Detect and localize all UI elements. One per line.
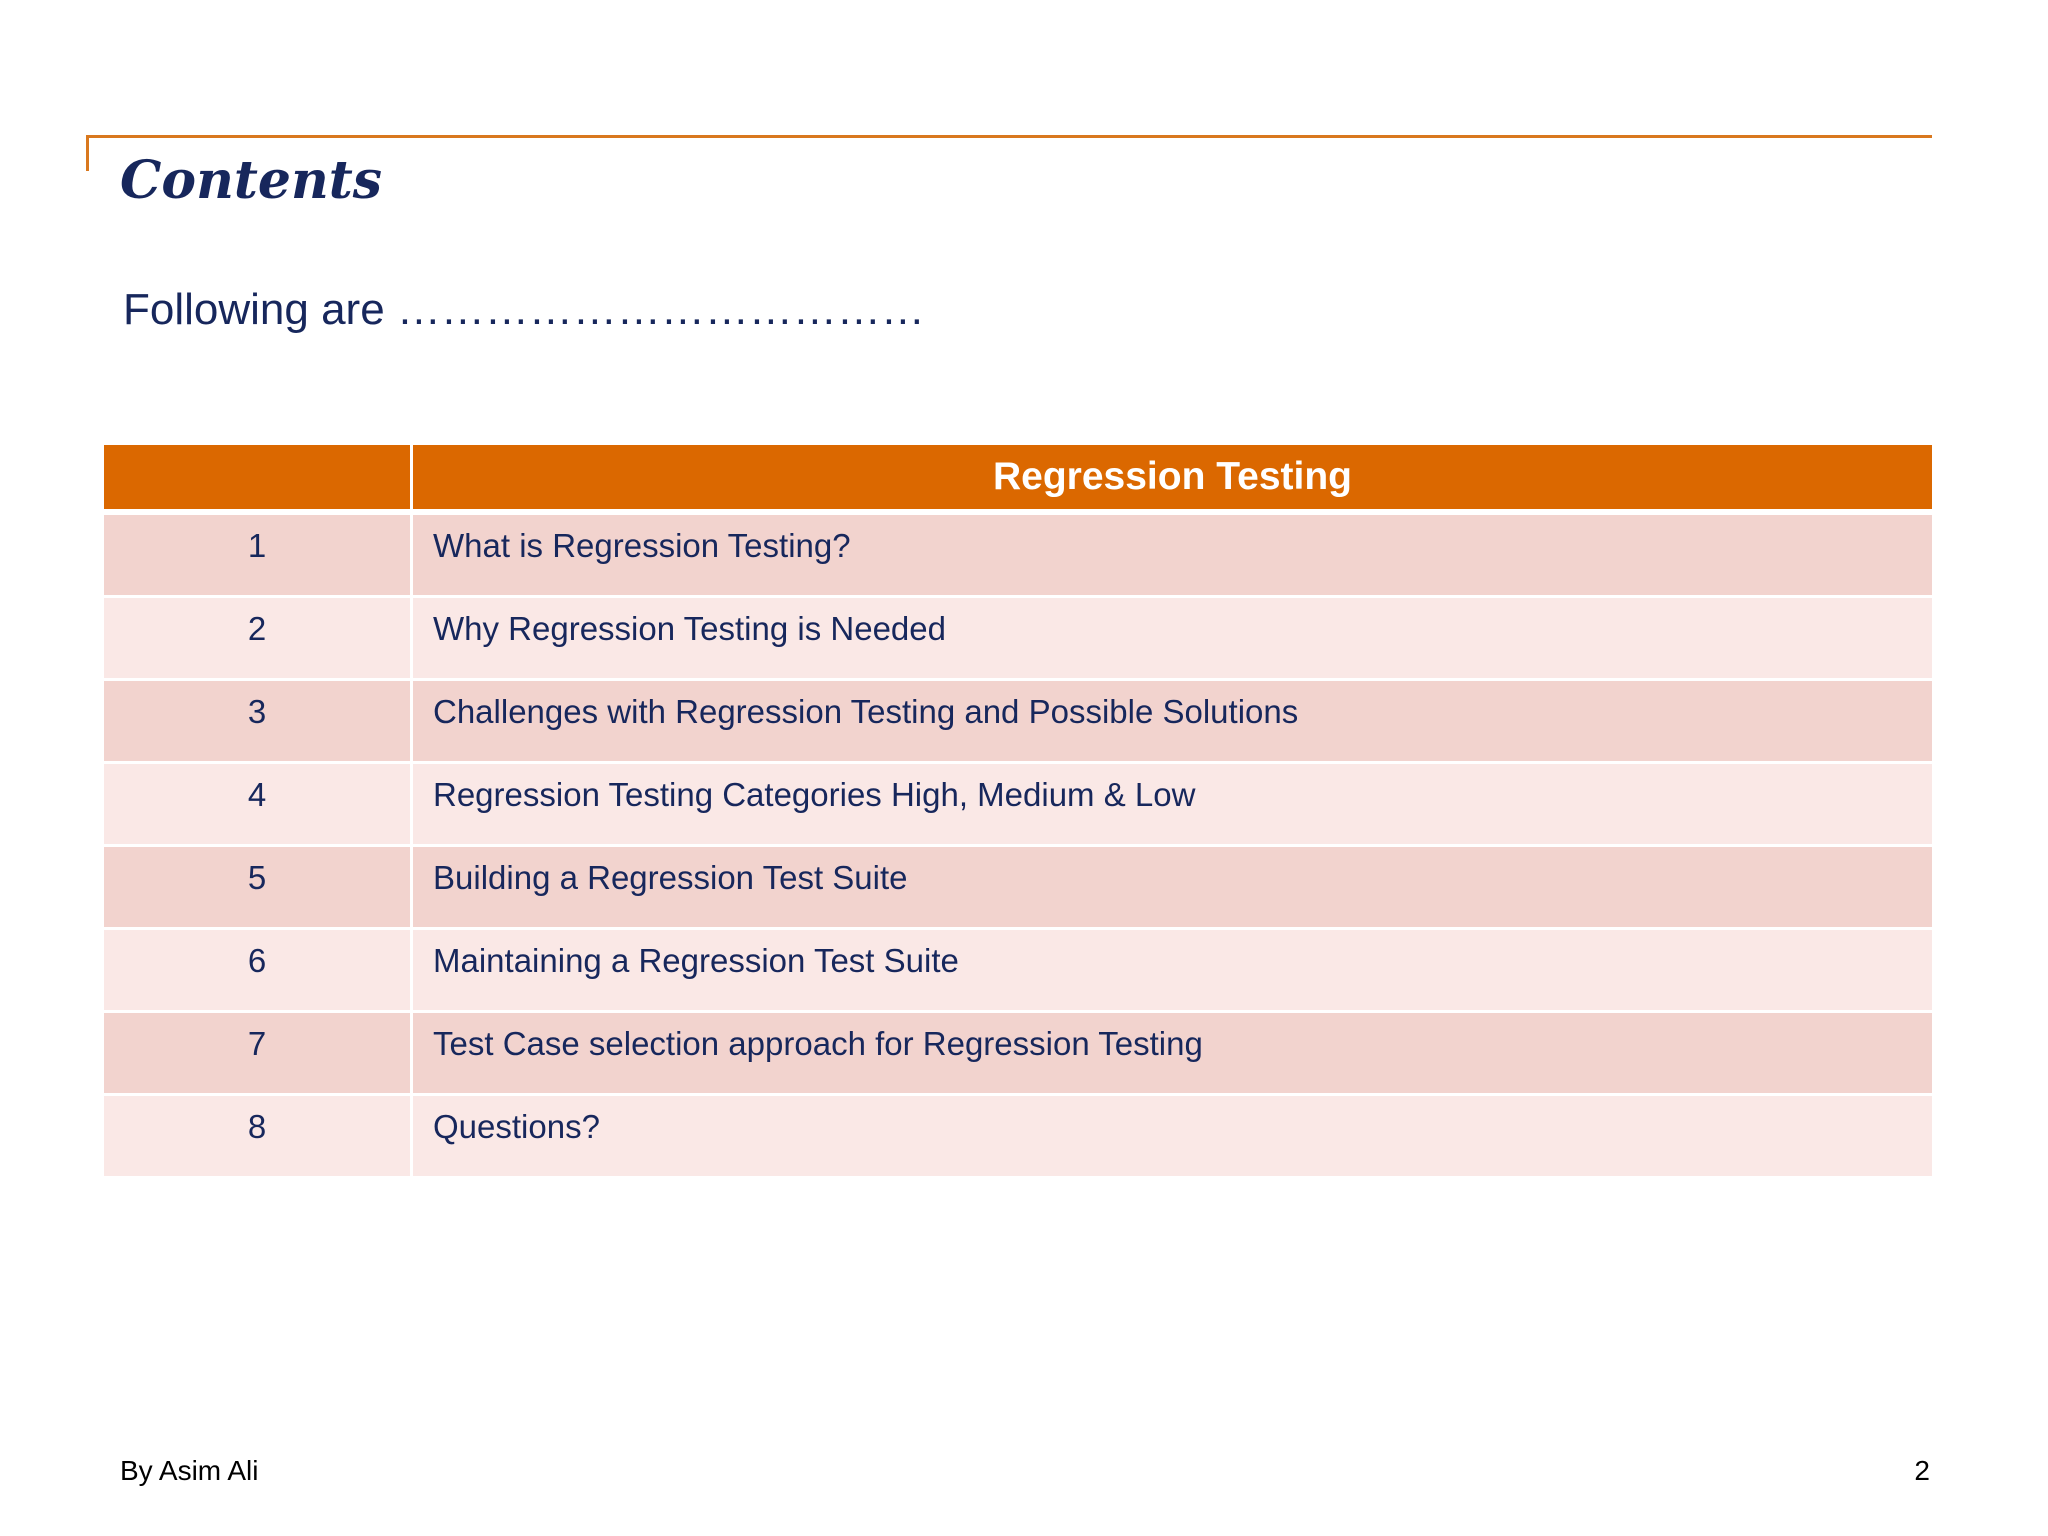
row-number-cell	[104, 515, 413, 598]
row-number: 1	[247, 527, 267, 564]
table-row	[104, 681, 1932, 764]
row-topic: What is Regression Testing?	[433, 527, 851, 564]
row-number: 6	[247, 942, 267, 979]
row-number-cell	[104, 1013, 413, 1096]
table-header-topic: Regression Testing	[413, 445, 1932, 515]
row-topic-cell	[413, 1096, 1932, 1179]
row-topic-cell	[413, 1013, 1932, 1096]
row-number-cell	[104, 764, 413, 847]
row-topic: Regression Testing Categories High, Medium & Low	[433, 776, 1196, 813]
table-row	[104, 764, 1932, 847]
row-number-cell	[104, 681, 413, 764]
table-row	[104, 1096, 1932, 1179]
row-topic: Maintaining a Regression Test Suite	[433, 942, 959, 979]
slide-title: Contents	[120, 150, 383, 211]
title-accent-tick	[86, 135, 89, 171]
row-number: 8	[247, 1108, 267, 1145]
row-number: 4	[247, 776, 267, 813]
row-number: 5	[247, 859, 267, 896]
row-number-cell	[104, 598, 413, 681]
table-header-row	[104, 445, 1932, 515]
row-topic-cell	[413, 598, 1932, 681]
table-row	[104, 598, 1932, 681]
row-number: 3	[247, 693, 267, 730]
title-accent-rule	[86, 135, 1932, 138]
row-topic: Questions?	[433, 1108, 600, 1145]
slide-subtitle: Following are ………………………………	[123, 285, 925, 334]
row-topic-cell	[413, 681, 1932, 764]
row-topic: Challenges with Regression Testing and Possible Solutions	[433, 693, 1299, 730]
footer-page-number: 2	[1914, 1455, 1930, 1486]
row-number: 7	[247, 1025, 267, 1062]
row-number-cell	[104, 847, 413, 930]
row-number-cell	[104, 1096, 413, 1179]
row-topic: Why Regression Testing is Needed	[433, 610, 946, 647]
row-number: 2	[247, 610, 267, 647]
footer-author: By Asim Ali	[120, 1455, 259, 1486]
table-header-number	[104, 445, 413, 515]
table-row	[104, 930, 1932, 1013]
row-topic: Test Case selection approach for Regression Testing	[433, 1025, 1203, 1062]
contents-table	[104, 445, 1932, 1179]
row-number-cell	[104, 930, 413, 1013]
row-topic-cell	[413, 847, 1932, 930]
table-row	[104, 515, 1932, 598]
row-topic: Building a Regression Test Suite	[433, 859, 908, 896]
row-topic-cell	[413, 515, 1932, 598]
table-row	[104, 847, 1932, 930]
row-topic-cell	[413, 930, 1932, 1013]
table-row	[104, 1013, 1932, 1096]
row-topic-cell	[413, 764, 1932, 847]
